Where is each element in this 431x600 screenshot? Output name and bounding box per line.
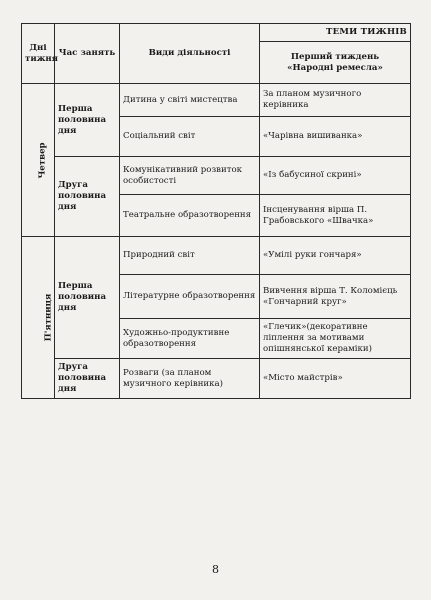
header-week-line2: «Народні ремесла» bbox=[287, 62, 383, 73]
activity-cell: Розваги (за планом музичного керівника) bbox=[120, 359, 260, 399]
activity-cell: Літературне образотворення bbox=[120, 275, 260, 319]
topic-cell: «Глечик»(декоративне ліплення за мотивами опішнянської кераміки) bbox=[260, 319, 411, 359]
topic-cell: «Умілі руки гончаря» bbox=[260, 237, 411, 275]
topic-cell: Інсценування вірша П. Грабовського «Швачка» bbox=[260, 195, 411, 237]
day-cell-friday bbox=[22, 237, 55, 399]
header-days: Дні тижня bbox=[22, 24, 55, 84]
day-label: П'ятниця bbox=[43, 293, 54, 342]
topic-cell: Вивчення вірша Т. Коломієць «Гончарний круг» bbox=[260, 275, 411, 319]
schedule-table bbox=[21, 23, 411, 399]
time-cell: Друга половина дня bbox=[55, 359, 120, 399]
time-cell: Перша половина дня bbox=[55, 84, 120, 157]
activity-cell: Соціальний світ bbox=[120, 117, 260, 157]
header-time: Час занять bbox=[55, 24, 120, 84]
page-number: 8 bbox=[212, 563, 219, 576]
activity-cell: Театральне образотворення bbox=[120, 195, 260, 237]
activity-cell: Дитина у світі мистецтва bbox=[120, 84, 260, 117]
topic-cell: «Із бабусиної скрині» bbox=[260, 157, 411, 195]
topic-cell: «Місто майстрів» bbox=[260, 359, 411, 399]
header-themes: ТЕМИ ТИЖНІВ bbox=[260, 24, 411, 42]
header-week-line1: Перший тиждень bbox=[290, 51, 380, 62]
activity-cell: Природний світ bbox=[120, 237, 260, 275]
header-activities: Види діяльності bbox=[120, 24, 260, 84]
time-cell: Друга половина дня bbox=[55, 157, 120, 237]
day-cell-thursday bbox=[22, 84, 55, 237]
day-label: Четвер bbox=[37, 141, 48, 179]
topic-cell: «Чарівна вишиванка» bbox=[260, 117, 411, 157]
topic-cell: За планом музичного керівника bbox=[260, 84, 411, 117]
time-cell: Перша половина дня bbox=[55, 237, 120, 359]
header-week bbox=[260, 42, 411, 84]
activity-cell: Художньо-продуктивне образотворення bbox=[120, 319, 260, 359]
activity-cell: Комунікативний розвиток особистості bbox=[120, 157, 260, 195]
